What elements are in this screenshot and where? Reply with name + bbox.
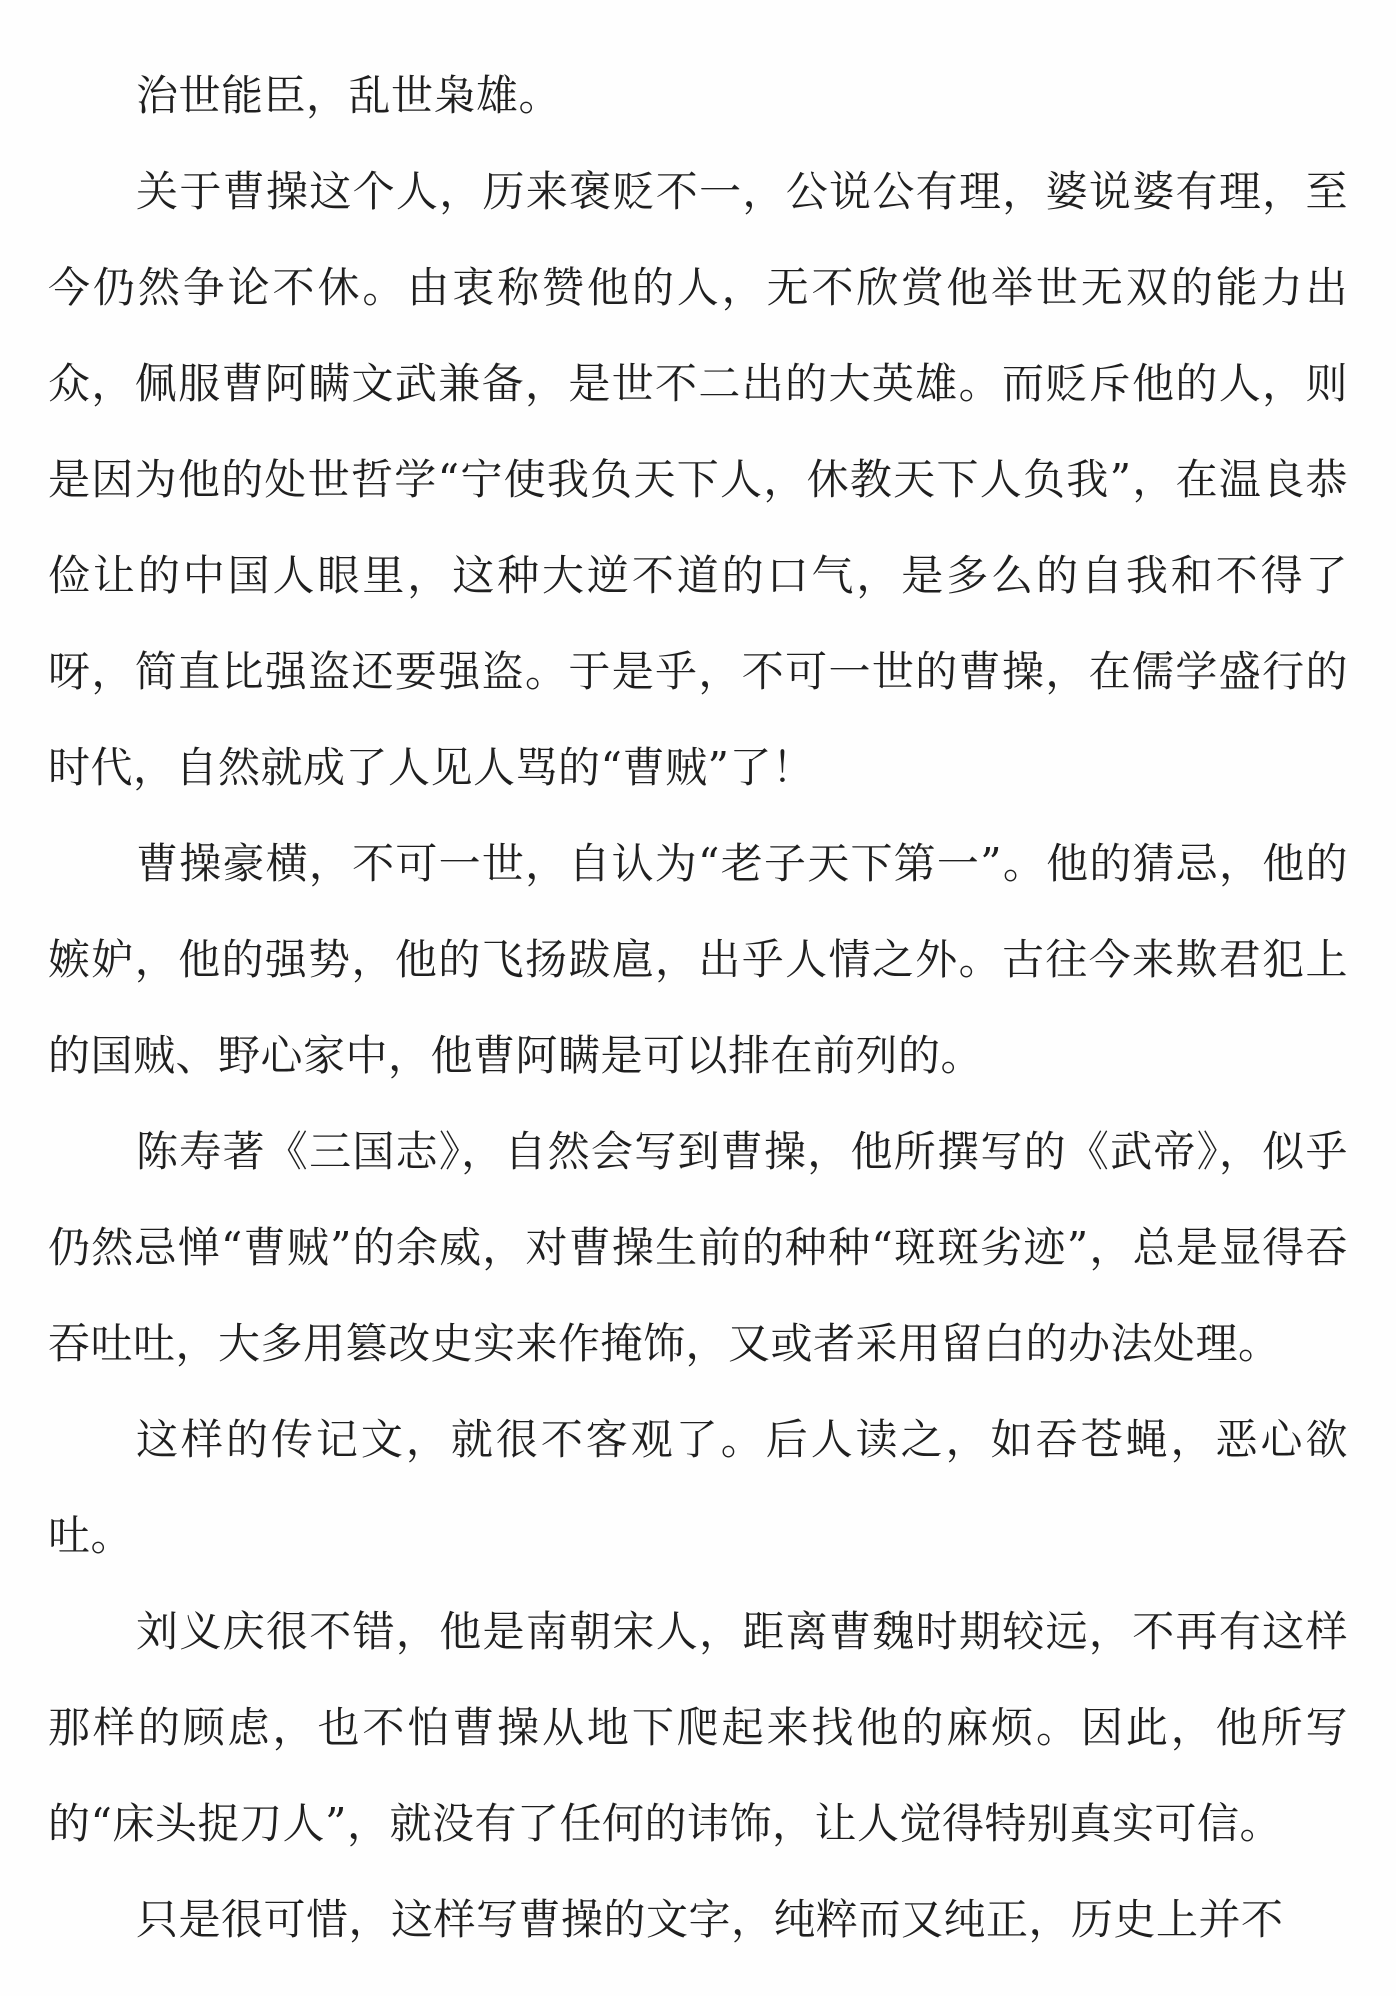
paragraph-3: 曹操豪横，不可一世，自认为“老子天下第一”。他的猜忌，他的嫉妒，他的强势，他的飞扬跋扈，出乎人情之外。古往今来欺君犯上的国贼、野心家中，他曹阿瞒是可以排在前列的。: [48, 839, 1348, 1080]
paragraph-5: 这样的传记文，就很不客观了。后人读之，如吞苍蝇，恶心欲吐。: [48, 1415, 1348, 1560]
document-body: [48, 48, 1348, 1968]
paragraph-1: 治世能臣，乱世枭雄。: [136, 71, 562, 120]
paragraph-2: 关于曹操这个人，历来褒贬不一，公说公有理，婆说婆有理，至今仍然争论不休。由衷称赞他的人，无不欣赏他举世无双的能力出众，佩服曹阿瞒文武兼备，是世不二出的大英雄。而贬斥他的人，则是因为他的处世哲学“宁使我负天下人，休教天下人负我”，在温良恭俭让的中国人眼里，这种大逆不道的口气，是多么的自我和不得了呀，简直比强盗还要强盗。于是乎，不可一世的曹操，在儒学盛行的时代，自然就成了人见人骂的“曹贼”了！: [48, 167, 1348, 792]
paragraph-6: 刘义庆很不错，他是南朝宋人，距离曹魏时期较远，不再有这样那样的顾虑，也不怕曹操从地下爬起来找他的麻烦。因此，他所写的“床头捉刀人”，就没有了任何的讳饰，让人觉得特别真实可信。: [48, 1607, 1348, 1848]
paragraph-4: 陈寿著《三国志》，自然会写到曹操，他所撰写的《武帝》，似乎仍然忌惮“曹贼”的余威，对曹操生前的种种“斑斑劣迹”，总是显得吞吞吐吐，大多用篡改史实来作掩饰，又或者采用留白的办法处理。: [48, 1127, 1348, 1368]
paragraph-7: 只是很可惜，这样写曹操的文字，纯粹而又纯正，历史上并不: [136, 1895, 1284, 1944]
